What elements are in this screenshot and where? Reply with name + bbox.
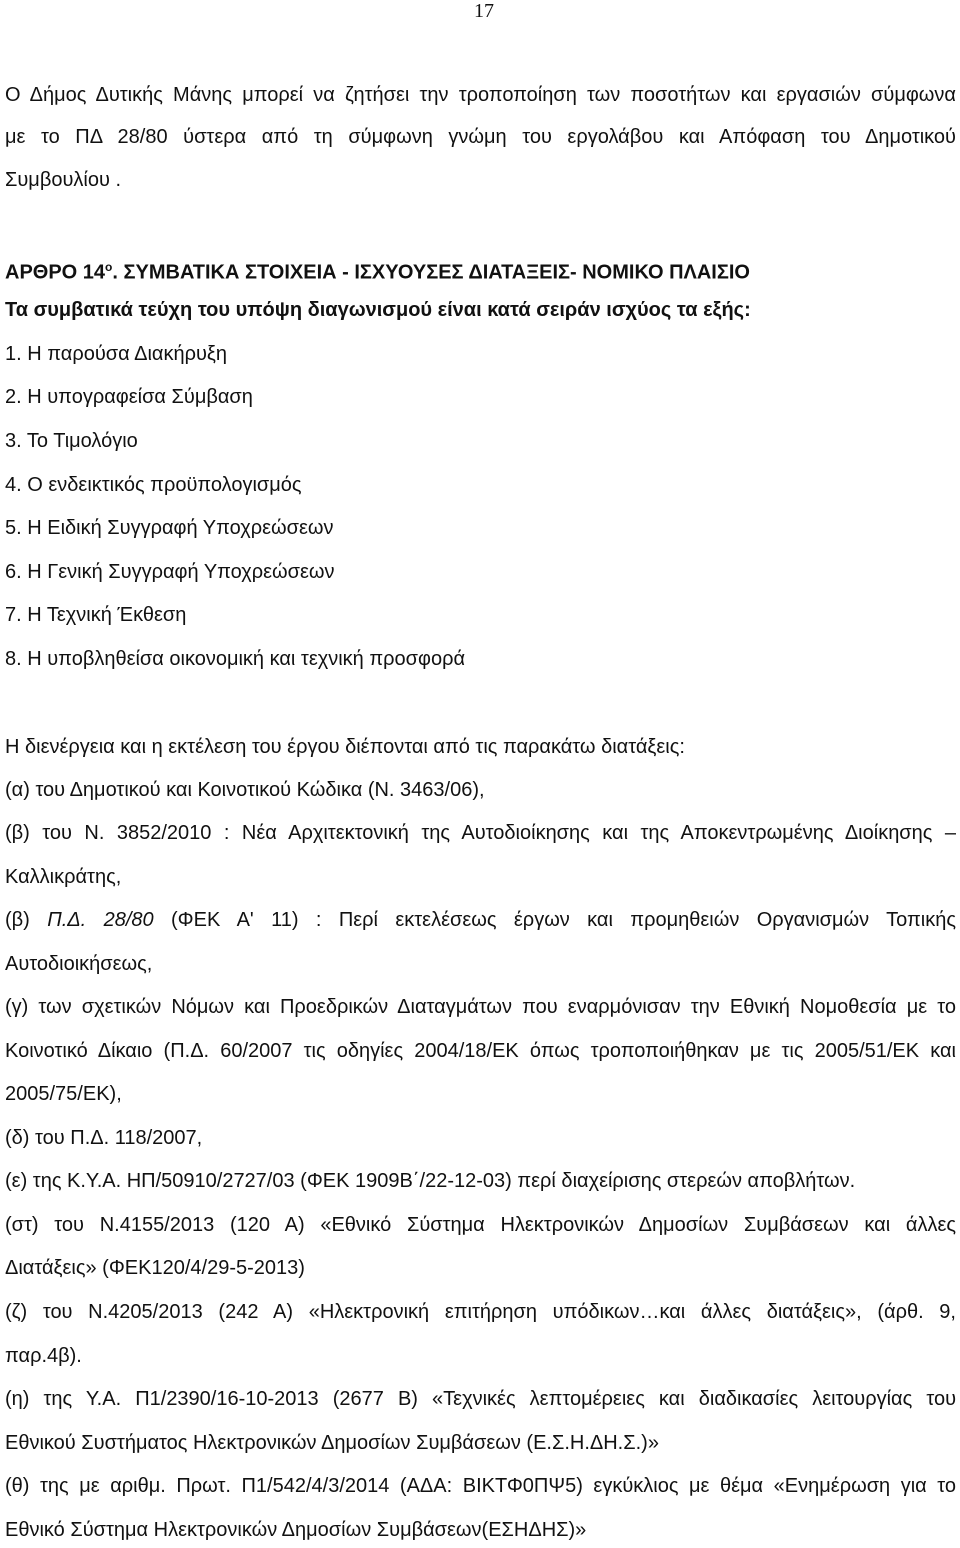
article-heading-rest: . ΣΥΜΒΑΤΙΚΑ ΣΤΟΙΧΕΙΑ - ΙΣΧΥΟΥΣΕΣ ΔΙΑΤΑΞΕΙΣ- ΝΟΜΙΚΟ ΠΛΑΙΣΙΟ: [112, 261, 750, 284]
provision-z-line-2: παρ.4β).: [5, 1345, 82, 1367]
list-item: 4. Ο ενδεικτικός προϋπολογισμός: [5, 474, 302, 496]
page-number: 17: [474, 0, 494, 22]
provision-st-line-2: Διατάξεις» (ΦΕΚ120/4/29-5-2013): [5, 1257, 305, 1279]
article-heading-sup: ο: [105, 260, 113, 274]
provision-b2-line-2: Αυτοδιοικήσεως,: [5, 953, 153, 975]
list-item: 8. Η υποβληθείσα οικονομική και τεχνική προσφορά: [5, 648, 466, 670]
provision-st-line-1: (στ) του Ν.4155/2013 (120 Α) «Εθνικό Σύστημα Ηλεκτρονικών Δημοσίων Συμβάσεων και άλλες: [5, 1214, 956, 1236]
list-item: 2. Η υπογραφείσα Σύμβαση: [5, 386, 253, 408]
provision-h-line-2: Εθνικού Συστήματος Ηλεκτρονικών Δημοσίων Συμβάσεων (Ε.Σ.Η.ΔΗ.Σ.)»: [5, 1432, 659, 1454]
provision-z-line-1: (ζ) του Ν.4205/2013 (242 Α) «Ηλεκτρονική επιτήρηση υπόδικων…και άλλες διατάξεις», (άρθ. 9,: [5, 1301, 956, 1323]
provision-b1-line-2: Καλλικράτης,: [5, 866, 122, 888]
provision-g-line-3: 2005/75/ΕΚ),: [5, 1083, 122, 1105]
provision-e: (ε) της Κ.Υ.Α. ΗΠ/50910/2727/03 (ΦΕΚ 1909Β΄/22-12-03) περί διαχείρισης στερεών αποβλήτων.: [5, 1170, 856, 1192]
intro-line-2: με το ΠΔ 28/80 ύστερα από τη σύμφωνη γνώμη του εργολάβου και Απόφαση του Δημοτικού: [5, 126, 956, 148]
provisions-intro: Η διενέργεια και η εκτέλεση του έργου διέπονται από τις παρακάτω διατάξεις:: [5, 736, 685, 758]
provision-th-line-2: Εθνικό Σύστημα Ηλεκτρονικών Δημοσίων Συμβάσεων(ΕΣΗΔΗΣ)»: [5, 1519, 587, 1541]
provision-a: (α) του Δημοτικού και Κοινοτικού Κώδικα (Ν. 3463/06),: [5, 779, 485, 801]
provision-g-line-2: Κοινοτικό Δίκαιο (Π.Δ. 60/2007 τις οδηγίες 2004/18/ΕΚ όπως τροποποιήθηκαν με τις 2005/51/ΕΚ και: [5, 1040, 956, 1062]
list-item: 6. Η Γενική Συγγραφή Υποχρεώσεων: [5, 561, 335, 583]
provision-th-line-1: (θ) της με αριθμ. Πρωτ. Π1/542/4/3/2014 (ΑΔΑ: ΒΙΚΤΦ0ΠΨ5) εγκύκλιος με θέμα «Ενημέρωση για το: [5, 1475, 956, 1497]
list-item: 3. Το Τιμολόγιο: [5, 430, 138, 452]
article-subheading: Τα συμβατικά τεύχη του υπόψη διαγωνισμού είναι κατά σειράν ισχύος τα εξής:: [5, 299, 751, 321]
provision-b2-prefix: (β): [5, 909, 48, 931]
provision-b2-rest: (ΦΕΚ Α' 11) : Περί εκτελέσεως έργων και προμηθειών Οργανισμών Τοπικής: [153, 909, 956, 931]
provision-b2-line-1: [5, 907, 956, 933]
intro-line-3: Συμβουλίου .: [5, 169, 122, 191]
article-heading-prefix: ΑΡΘΡΟ 14: [5, 261, 106, 284]
list-item: 1. Η παρούσα Διακήρυξη: [5, 343, 227, 365]
provision-b1-line-1: (β) του Ν. 3852/2010 : Νέα Αρχιτεκτονική της Αυτοδιοίκησης και της Αποκεντρωμένης Διοίκησης –: [5, 822, 956, 844]
provision-h-line-1: (η) της Υ.Α. Π1/2390/16-10-2013 (2677 Β) «Τεχνικές λεπτομέρειες και διαδικασίες λειτουργίας του: [5, 1388, 956, 1410]
provision-b2-decree: Π.Δ. 28/80: [47, 909, 154, 931]
provision-g-line-1: (γ) των σχετικών Νόμων και Προεδρικών Διαταγμάτων που εναρμόνισαν την Εθνική Νομοθεσία με το: [5, 996, 956, 1018]
list-item: 5. Η Ειδική Συγγραφή Υποχρεώσεων: [5, 517, 334, 539]
list-item: 7. Η Τεχνική Έκθεση: [5, 604, 187, 626]
intro-line-1: Ο Δήμος Δυτικής Μάνης μπορεί να ζητήσει την τροποποίηση των ποσοτήτων και εργασιών σύμφωνα: [5, 84, 956, 106]
provision-d: (δ) του Π.Δ. 118/2007,: [5, 1127, 203, 1149]
article-heading: [5, 254, 956, 286]
